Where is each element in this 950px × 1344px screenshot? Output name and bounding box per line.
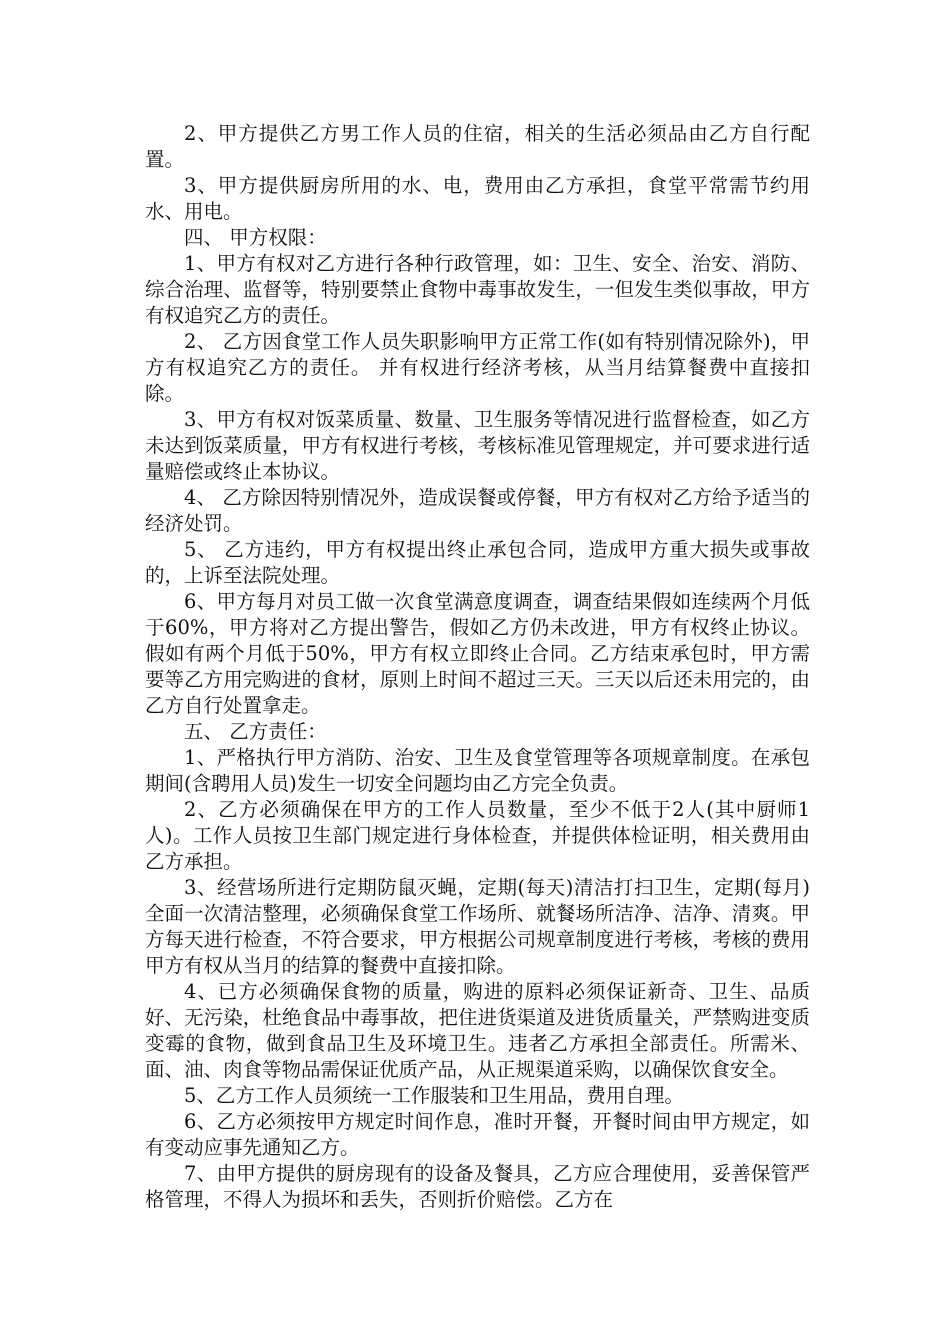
section-heading: 五、 乙方责任： bbox=[184, 720, 327, 743]
paragraph: 3、甲方提供厨房所用的水、电，费用由乙方承担，食堂平常需节约用水、用电。 bbox=[145, 174, 810, 223]
paragraph: 1、甲方有权对乙方进行各种行政管理，如：卫生、安全、治安、消防、综合治理、监督等，特别要禁止食物中毒事故发生，一但发生类似事故，甲方有权追究乙方的责任。 bbox=[145, 252, 810, 327]
paragraph: 3、经营场所进行定期防鼠灭蝇，定期(每天)清洁打扫卫生，定期(每月)全面一次清洁整理，必须确保食堂工作场所、就餐场所洁净、洁净、清爽。甲方每天进行检查，不符合要求，甲方根据公司规章制度进行考核，考核的费用甲方有权从当月的结算的餐费中直接扣除。 bbox=[145, 876, 810, 977]
paragraph: 6、乙方必须按甲方规定时间作息，准时开餐，开餐时间由甲方规定，如有变动应事先通知乙方。 bbox=[145, 1110, 810, 1159]
paragraph: 2、甲方提供乙方男工作人员的住宿，相关的生活必须品由乙方自行配置。 bbox=[145, 122, 810, 171]
paragraph: 2、乙方必须确保在甲方的工作人员数量，至少不低于2人(其中厨师1人)。工作人员按卫生部门规定进行身体检查，并提供体检证明，相关费用由乙方承担。 bbox=[145, 798, 810, 873]
paragraph: 7、由甲方提供的厨房现有的设备及餐具，乙方应合理使用，妥善保管严格管理，不得人为损坏和丢失，否则折价赔偿。乙方在 bbox=[145, 1162, 810, 1211]
paragraph: 2、 乙方因食堂工作人员失职影响甲方正常工作(如有特别情况除外)，甲方有权追究乙方的责任。 并有权进行经济考核，从当月结算餐费中直接扣除。 bbox=[145, 330, 810, 405]
paragraph: 4、 乙方除因特别情况外，造成误餐或停餐，甲方有权对乙方给予适当的经济处罚。 bbox=[145, 486, 810, 535]
paragraph: 6、甲方每月对员工做一次食堂满意度调查，调查结果假如连续两个月低于60%，甲方将对乙方提出警告，假如乙方仍未改进，甲方有权终止协议。假如有两个月低于50%，甲方有权立即终止合同。乙方结束承包时，甲方需要等乙方用完购进的食材，原则上时间不超过三天。三天以后还未用完的，由乙方自行处置拿走。 bbox=[145, 590, 810, 717]
paragraph: 4、已方必须确保食物的质量，购进的原料必须保证新奇、卫生、品质好、无污染，杜绝食品中毒事故，把住进货渠道及进货质量关，严禁购进变质变霉的食物，做到食品卫生及环境卫生。违者乙方承担全部责任。所需米、面、油、肉食等物品需保证优质产品，从正规渠道采购，以确保饮食安全。 bbox=[145, 980, 810, 1081]
paragraph: 1、严格执行甲方消防、治安、卫生及食堂管理等各项规章制度。在承包期间(含聘用人员)发生一切安全问题均由乙方完全负责。 bbox=[145, 746, 810, 795]
paragraph: 3、甲方有权对饭菜质量、数量、卫生服务等情况进行监督检查，如乙方未达到饭菜质量，甲方有权进行考核，考核标准见管理规定，并可要求进行适量赔偿或终止本协议。 bbox=[145, 408, 810, 483]
paragraph: 5、 乙方违约，甲方有权提出终止承包合同，造成甲方重大损失或事故的，上诉至法院处理。 bbox=[145, 538, 810, 587]
paragraph: 5、乙方工作人员须统一工作服装和卫生用品，费用自理。 bbox=[184, 1084, 684, 1107]
document-body bbox=[145, 121, 810, 1213]
section-heading: 四、 甲方权限： bbox=[184, 226, 327, 249]
